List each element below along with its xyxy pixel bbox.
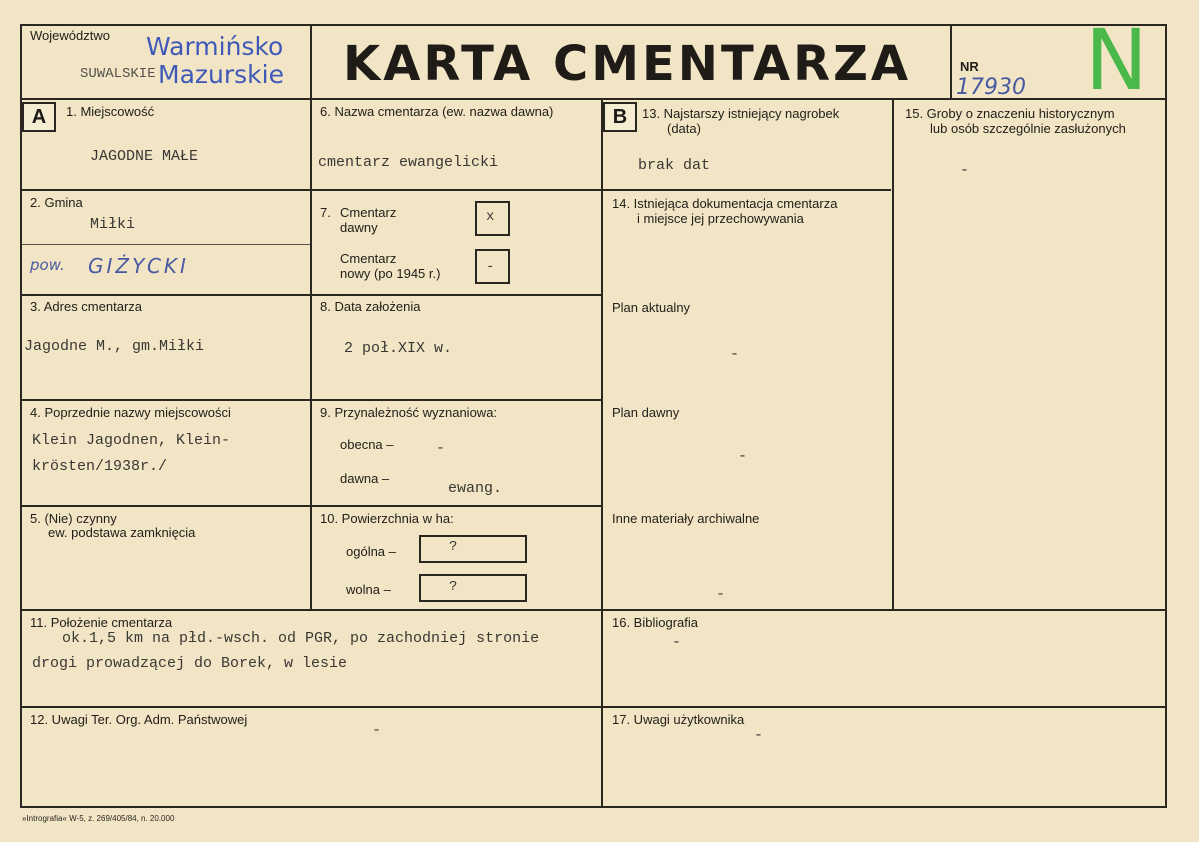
- frame-right: [1165, 24, 1167, 808]
- wojewodztwo-typed: SUWALSKIE: [80, 66, 156, 82]
- frame-bottom: [20, 806, 1167, 808]
- f11-label: 11. Położenie cmentarza: [30, 615, 173, 630]
- f10-wolna-field[interactable]: [419, 574, 527, 602]
- f4-label: 4. Poprzednie nazwy miejscowości: [30, 405, 231, 420]
- frame-left: [20, 24, 22, 808]
- plan-aktualny-label: Plan aktualny: [612, 300, 691, 315]
- f10-ogolna-label: ogólna –: [346, 544, 396, 559]
- f8-label: 8. Data założenia: [320, 299, 421, 314]
- f17-value: -: [754, 727, 764, 744]
- section-b-box: B: [603, 102, 637, 132]
- f16-value: -: [672, 634, 682, 651]
- grid-h-row4: [20, 505, 602, 507]
- frame-top: [20, 24, 1167, 26]
- stamp-line2: Mazurskie: [158, 60, 284, 89]
- f10-wolna-value: ?: [449, 579, 458, 595]
- f14-label-line2: i miejsce jej przechowywania: [637, 211, 804, 226]
- f1-label: 1. Miejscowość: [66, 104, 155, 119]
- grid-h-row1-right: [603, 189, 891, 191]
- f11-value-line1: ok.1,5 km na płd.-wsch. od PGR, po zachodniej stronie: [62, 630, 540, 647]
- f2-pow-value: GIŻYCKI: [88, 254, 189, 278]
- f6-value: cmentarz ewangelicki: [318, 154, 499, 171]
- f5-label-line1: 5. (Nie) czynny: [30, 511, 117, 526]
- grid-h-row2: [20, 294, 602, 296]
- f7-nowy-value: -: [486, 259, 495, 275]
- plan-aktualny-value: -: [730, 346, 740, 363]
- wojewodztwo-label: Województwo: [30, 28, 110, 43]
- grid-v2: [601, 98, 603, 808]
- f16-label: 16. Bibliografia: [612, 615, 698, 630]
- f8-value: 2 poł.XIX w.: [344, 340, 453, 357]
- grid-v3: [892, 98, 894, 611]
- f12-value: -: [372, 722, 382, 739]
- f7-nowy-line1: Cmentarz: [340, 251, 397, 266]
- f10-wolna-label: wolna –: [346, 582, 391, 597]
- f3-label: 3. Adres cmentarza: [30, 299, 142, 314]
- f7-label: 7.: [320, 205, 331, 220]
- nr-value: 17930: [956, 75, 1026, 100]
- plan-dawny-label: Plan dawny: [612, 405, 680, 420]
- footer-print-info: »Intrografia« W-5, z. 269/405/84, n. 20.000: [22, 814, 175, 823]
- plan-dawny-value: -: [738, 448, 748, 465]
- stamp-line1: Warmińsko: [146, 32, 284, 61]
- f2-label: 2. Gmina: [30, 195, 83, 210]
- f13-label-line2: (data): [667, 121, 701, 136]
- header-divider-1: [310, 24, 312, 100]
- f7-dawny-line2: dawny: [340, 220, 378, 235]
- f11-value-line2: drogi prowadzącej do Borek, w lesie: [32, 655, 348, 672]
- inne-label: Inne materiały archiwalne: [612, 511, 760, 526]
- f9-label: 9. Przynależność wyznaniowa:: [320, 405, 498, 420]
- f5-label-line2: ew. podstawa zamknięcia: [48, 525, 196, 540]
- f6-label: 6. Nazwa cmentarza (ew. nazwa dawna): [320, 104, 554, 119]
- f9-obecna-label: obecna –: [340, 437, 394, 452]
- f4-value-line1: Klein Jagodnen, Klein-: [32, 432, 231, 449]
- f13-label-line1: 13. Najstarszy istniejący nagrobek: [642, 106, 840, 121]
- f2-value: Miłki: [90, 216, 136, 233]
- section-a-box: A: [22, 102, 56, 132]
- grid-v1: [310, 98, 312, 611]
- f15-label-line1: 15. Groby o znaczeniu historycznym: [905, 106, 1115, 121]
- f4-value-line2: krösten/1938r./: [32, 458, 168, 475]
- f15-label-line2: lub osób szczególnie zasłużonych: [930, 121, 1126, 136]
- f14-label-line1: 14. Istniejąca dokumentacja cmentarza: [612, 196, 838, 211]
- f15-value: -: [960, 162, 970, 179]
- f9-dawna-value: ewang.: [448, 480, 503, 497]
- grid-h-gmina: [22, 244, 310, 245]
- f9-dawna-label: dawna –: [340, 471, 390, 486]
- grid-h-row3: [20, 399, 602, 401]
- f10-label: 10. Powierzchnia w ha:: [320, 511, 454, 526]
- grid-h-row5: [20, 609, 1167, 611]
- f12-label: 12. Uwagi Ter. Org. Adm. Państwowej: [30, 712, 248, 727]
- f9-obecna-value: -: [436, 440, 446, 457]
- grid-h-row6: [20, 706, 1167, 708]
- f3-value: Jagodne M., gm.Miłki: [24, 338, 205, 355]
- grid-h-row1-mid: [310, 189, 601, 191]
- f7-nowy-line2: nowy (po 1945 r.): [340, 266, 441, 281]
- header-divider-2: [950, 24, 952, 100]
- f2-pow-label: pow.: [30, 256, 65, 274]
- inne-value: -: [716, 586, 726, 603]
- f10-ogolna-value: ?: [449, 539, 458, 555]
- f7-dawny-checkbox[interactable]: [475, 201, 510, 236]
- f7-nowy-checkbox[interactable]: [475, 249, 510, 284]
- f13-value: brak dat: [638, 157, 711, 174]
- nr-mark: N: [1085, 11, 1148, 109]
- nr-label: NR: [960, 59, 979, 74]
- f1-value: JAGODNE MAŁE: [90, 148, 199, 165]
- f7-dawny-value: x: [486, 209, 495, 225]
- grid-h-row1: [20, 189, 310, 191]
- f7-dawny-line1: Cmentarz: [340, 205, 397, 220]
- f17-label: 17. Uwagi użytkownika: [612, 712, 745, 727]
- page-title: KARTA CMENTARZA: [343, 36, 912, 92]
- f10-ogolna-field[interactable]: [419, 535, 527, 563]
